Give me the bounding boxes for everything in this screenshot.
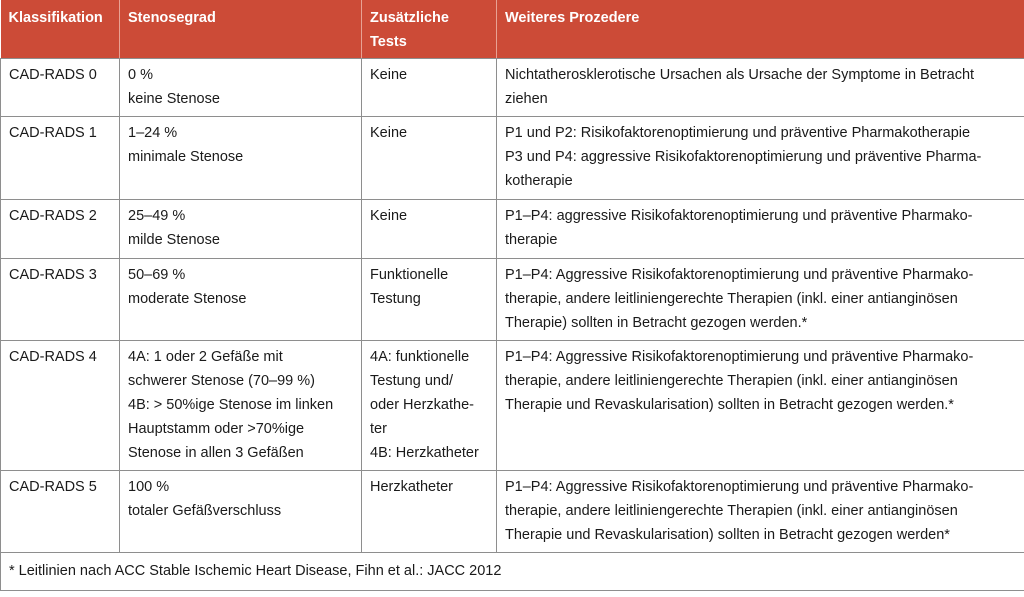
cell-line: Funktionelle [370, 267, 449, 283]
table-row [1, 471, 1024, 553]
cell-line: therapie, andere leitliniengerechte Therapien (inkl. einer antianginösen [505, 373, 958, 389]
cell-tests [362, 259, 497, 341]
cell-stenosegrad [120, 200, 362, 259]
cell-line: Hauptstamm oder >70%ige [128, 421, 305, 437]
cell-stenosegrad [120, 471, 362, 553]
cell-line: therapie, andere leitliniengerechte Therapien (inkl. einer antianginösen [505, 291, 958, 307]
cell-tests [362, 200, 497, 259]
header-zusaetzliche-tests [362, 0, 497, 59]
cell-line: Testung [370, 291, 421, 307]
cell-prozedere [497, 200, 1024, 259]
footnote-row [1, 553, 1024, 591]
header-weiteres-prozedere: Weiteres Prozedere [497, 0, 1024, 59]
cell-prozedere [497, 471, 1024, 553]
header-tests-line2: Tests [370, 34, 407, 50]
cell-line: P1–P4: Aggressive Risikofaktorenoptimierung und präventive Pharmako- [505, 267, 974, 283]
cell-line: P1–P4: Aggressive Risikofaktorenoptimierung und präventive Pharmako- [505, 349, 974, 365]
cell-prozedere [497, 259, 1024, 341]
cell-stenosegrad [120, 341, 362, 471]
cell-prozedere [497, 341, 1024, 471]
cell-tests [362, 59, 497, 117]
table-body [1, 59, 1024, 591]
cell-line: keine Stenose [128, 91, 220, 107]
table-row [1, 259, 1024, 341]
cell-line: 4B: Herzkatheter [370, 445, 479, 461]
table-row [1, 59, 1024, 117]
cell-line: totaler Gefäßverschluss [128, 503, 282, 519]
cell-stenosegrad [120, 59, 362, 117]
cell-klassifikation: CAD-RADS 0 [1, 59, 120, 117]
cell-line: 50–69 % [128, 267, 186, 283]
header-stenosegrad: Stenosegrad [120, 0, 362, 59]
cell-klassifikation: CAD-RADS 2 [1, 200, 120, 259]
cell-line: Stenose in allen 3 Gefäßen [128, 445, 304, 461]
cell-line: moderate Stenose [128, 291, 247, 307]
cell-klassifikation: CAD-RADS 3 [1, 259, 120, 341]
cell-line: therapie [505, 232, 558, 248]
cell-line: Keine [370, 67, 408, 83]
cell-tests [362, 341, 497, 471]
cell-line: Keine [370, 125, 408, 141]
cell-line: P3 und P4: aggressive Risikofaktorenoptimierung und präventive Pharma- [505, 149, 982, 165]
cell-line: 25–49 % [128, 208, 186, 224]
table-header [1, 0, 1024, 59]
header-tests-line1: Zusätzliche [370, 10, 449, 26]
cell-line: therapie, andere leitliniengerechte Therapien (inkl. einer antianginösen [505, 503, 958, 519]
cell-line: 0 % [128, 67, 153, 83]
cell-line: 4A: funktionelle [370, 349, 470, 365]
table-row [1, 117, 1024, 200]
cell-line: ter [370, 421, 387, 437]
cell-stenosegrad [120, 259, 362, 341]
cell-stenosegrad [120, 117, 362, 200]
cell-line: P1–P4: Aggressive Risikofaktorenoptimierung und präventive Pharmako- [505, 479, 974, 495]
cell-line: oder Herzkathe- [370, 397, 474, 413]
cell-line: Testung und/ [370, 373, 454, 389]
cell-line: Therapie und Revaskularisation) sollten in Betracht gezogen werden.* [505, 397, 954, 413]
cell-line: 100 % [128, 479, 170, 495]
cell-line: milde Stenose [128, 232, 220, 248]
cell-line: P1 und P2: Risikofaktorenoptimierung und präventive Pharmakotherapie [505, 125, 971, 141]
cell-line: P1–P4: aggressive Risikofaktorenoptimierung und präventive Pharmako- [505, 208, 973, 224]
header-klassifikation: Klassifikation [1, 0, 120, 59]
cell-line: 4B: > 50%ige Stenose im linken [128, 397, 334, 413]
cell-tests [362, 471, 497, 553]
cell-line: Herzkatheter [370, 479, 454, 495]
cell-klassifikation: CAD-RADS 4 [1, 341, 120, 471]
cell-line: kotherapie [505, 173, 573, 189]
cell-prozedere [497, 117, 1024, 200]
table-row [1, 200, 1024, 259]
cell-line: Therapie) sollten in Betracht gezogen werden.* [505, 315, 808, 331]
cell-line: Keine [370, 208, 408, 224]
cell-line: 1–24 % [128, 125, 178, 141]
cell-line: ziehen [505, 91, 548, 107]
footnote: * Leitlinien nach ACC Stable Ischemic Heart Disease, Fihn et al.: JACC 2012 [1, 553, 1024, 591]
cell-line: Therapie und Revaskularisation) sollten in Betracht gezogen werden* [505, 527, 950, 543]
header-row [1, 0, 1024, 59]
cell-line: schwerer Stenose (70–99 %) [128, 373, 315, 389]
cell-klassifikation: CAD-RADS 5 [1, 471, 120, 553]
cell-klassifikation: CAD-RADS 1 [1, 117, 120, 200]
cell-line: Nichtatherosklerotische Ursachen als Ursache der Symptome in Betracht [505, 67, 975, 83]
cell-line: 4A: 1 oder 2 Gefäße mit [128, 349, 283, 365]
cell-line: minimale Stenose [128, 149, 244, 165]
cell-prozedere [497, 59, 1024, 117]
cell-tests [362, 117, 497, 200]
table-row [1, 341, 1024, 471]
